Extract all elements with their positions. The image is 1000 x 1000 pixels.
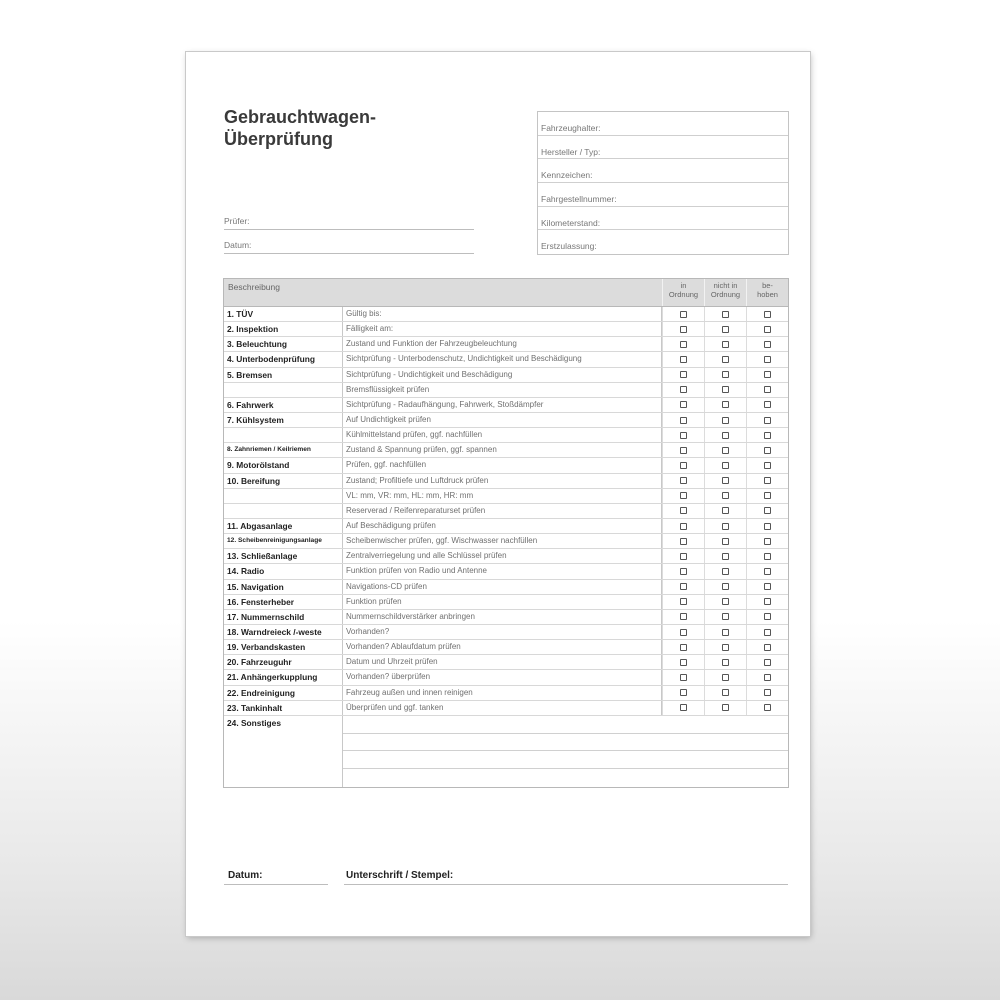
vehicle-info-box	[537, 111, 789, 255]
vehicle-field[interactable]	[538, 159, 788, 183]
row-label: 4. Unterbodenprüfung	[224, 352, 343, 366]
checkbox-behoben[interactable]	[764, 477, 771, 484]
checkbox-nicht-in-ordnung[interactable]	[722, 538, 729, 545]
vehicle-field[interactable]	[538, 207, 788, 231]
checkbox-cell-in-ordnung	[662, 655, 704, 669]
checkbox-nicht-in-ordnung[interactable]	[722, 613, 729, 620]
row-description: Gültig bis:	[343, 307, 662, 321]
checkbox-behoben[interactable]	[764, 598, 771, 605]
checkbox-cell-nicht-in-ordnung	[704, 580, 746, 594]
checkbox-in-ordnung[interactable]	[680, 659, 687, 666]
row-label: 2. Inspektion	[224, 322, 343, 336]
vehicle-field-label: Hersteller / Typ:	[541, 146, 601, 157]
checklist-table	[223, 278, 789, 788]
checkbox-in-ordnung[interactable]	[680, 311, 687, 318]
header-description: Beschreibung	[228, 282, 280, 292]
footer-datum-line[interactable]	[224, 884, 328, 885]
title-line-1: Gebrauchtwagen-	[224, 107, 377, 127]
checkbox-cell-nicht-in-ordnung	[704, 549, 746, 563]
checkbox-in-ordnung[interactable]	[680, 523, 687, 530]
checkbox-cell-in-ordnung	[662, 413, 704, 427]
checkbox-cell-nicht-in-ordnung	[704, 489, 746, 503]
checkbox-cell-in-ordnung	[662, 610, 704, 624]
pruefer-field[interactable]	[224, 208, 474, 230]
checkbox-cell-in-ordnung	[662, 534, 704, 548]
checkbox-cell-behoben	[746, 428, 788, 442]
checkbox-cell-nicht-in-ordnung	[704, 534, 746, 548]
form-title	[224, 106, 424, 150]
checkbox-cell-in-ordnung	[662, 368, 704, 382]
checkbox-nicht-in-ordnung[interactable]	[722, 583, 729, 590]
checkbox-cell-nicht-in-ordnung	[704, 398, 746, 412]
vehicle-field[interactable]	[538, 136, 788, 160]
checkbox-cell-nicht-in-ordnung	[704, 474, 746, 488]
checkbox-cell-in-ordnung	[662, 428, 704, 442]
table-row	[224, 504, 788, 519]
row-label	[224, 383, 343, 397]
row-description: Bremsflüssigkeit prüfen	[343, 383, 662, 397]
table-row	[224, 443, 788, 458]
checkbox-cell-behoben	[746, 368, 788, 382]
checkbox-cell-in-ordnung	[662, 474, 704, 488]
row-label: 13. Schließanlage	[224, 549, 343, 563]
vehicle-field-label: Kennzeichen:	[541, 170, 593, 181]
checkbox-nicht-in-ordnung[interactable]	[722, 568, 729, 575]
checkbox-cell-nicht-in-ordnung	[704, 337, 746, 351]
row-description: Nummernschildverstärker anbringen	[343, 610, 662, 624]
checkbox-in-ordnung[interactable]	[680, 447, 687, 454]
vehicle-field-label: Erstzulassung:	[541, 241, 597, 252]
checkbox-cell-behoben	[746, 443, 788, 457]
vehicle-field-label: Kilometerstand:	[541, 217, 601, 228]
row-label	[224, 504, 343, 518]
checkbox-cell-nicht-in-ordnung	[704, 368, 746, 382]
checkbox-nicht-in-ordnung[interactable]	[722, 523, 729, 530]
row-description: Datum und Uhrzeit prüfen	[343, 655, 662, 669]
checkbox-in-ordnung[interactable]	[680, 386, 687, 393]
checkbox-behoben[interactable]	[764, 326, 771, 333]
row-description: Vorhanden?	[343, 625, 662, 639]
sonstiges-label: 24. Sonstiges	[224, 716, 343, 787]
checkbox-cell-in-ordnung	[662, 307, 704, 321]
footer-signature-line[interactable]	[344, 884, 788, 885]
checkbox-behoben[interactable]	[764, 704, 771, 711]
checkbox-cell-in-ordnung	[662, 352, 704, 366]
row-label: 20. Fahrzeuguhr	[224, 655, 343, 669]
checkbox-cell-behoben	[746, 549, 788, 563]
checkbox-in-ordnung[interactable]	[680, 507, 687, 514]
row-description: Reserverad / Reifenreparaturset prüfen	[343, 504, 662, 518]
checkbox-cell-behoben	[746, 625, 788, 639]
row-description: Fälligkeit am:	[343, 322, 662, 336]
checkbox-in-ordnung[interactable]	[680, 417, 687, 424]
checkbox-cell-behoben	[746, 489, 788, 503]
header-nicht-in-ordnung: nicht in Ordnung	[704, 279, 746, 306]
checkbox-cell-in-ordnung	[662, 337, 704, 351]
checkbox-cell-behoben	[746, 398, 788, 412]
checkbox-cell-nicht-in-ordnung	[704, 352, 746, 366]
checkbox-behoben[interactable]	[764, 492, 771, 499]
checkbox-cell-behoben	[746, 352, 788, 366]
table-row	[224, 398, 788, 413]
checkbox-in-ordnung[interactable]	[680, 644, 687, 651]
checkbox-nicht-in-ordnung[interactable]	[722, 447, 729, 454]
checkbox-nicht-in-ordnung[interactable]	[722, 432, 729, 439]
checkbox-cell-behoben	[746, 504, 788, 518]
row-label: 10. Bereifung	[224, 474, 343, 488]
row-description: Zentralverriegelung und alle Schlüssel prüfen	[343, 549, 662, 563]
footer-datum-label: Datum:	[228, 870, 263, 881]
checkbox-nicht-in-ordnung[interactable]	[722, 401, 729, 408]
checkbox-cell-nicht-in-ordnung	[704, 413, 746, 427]
table-row	[224, 413, 788, 428]
checkbox-cell-in-ordnung	[662, 625, 704, 639]
checkbox-nicht-in-ordnung[interactable]	[722, 417, 729, 424]
checkbox-cell-nicht-in-ordnung	[704, 504, 746, 518]
vehicle-field[interactable]	[538, 112, 788, 136]
table-row	[224, 549, 788, 564]
checkbox-cell-behoben	[746, 534, 788, 548]
checkbox-cell-in-ordnung	[662, 580, 704, 594]
checkbox-cell-nicht-in-ordnung	[704, 670, 746, 684]
table-row	[224, 489, 788, 504]
checkbox-cell-behoben	[746, 564, 788, 578]
checkbox-nicht-in-ordnung[interactable]	[722, 386, 729, 393]
row-description: Auf Beschädigung prüfen	[343, 519, 662, 533]
pruefer-label: Prüfer:	[224, 216, 250, 226]
row-description: Prüfen, ggf. nachfüllen	[343, 458, 662, 472]
row-label: 22. Endreinigung	[224, 686, 343, 700]
table-row	[224, 337, 788, 352]
checkbox-nicht-in-ordnung[interactable]	[722, 644, 729, 651]
vehicle-field-label: Fahrzeughalter:	[541, 123, 601, 133]
row-label: 5. Bremsen	[224, 368, 343, 382]
checkbox-nicht-in-ordnung[interactable]	[722, 462, 729, 469]
checkbox-nicht-in-ordnung[interactable]	[722, 371, 729, 378]
checkbox-cell-behoben	[746, 580, 788, 594]
checkbox-cell-behoben	[746, 655, 788, 669]
checkbox-cell-in-ordnung	[662, 489, 704, 503]
row-description: Vorhanden? überprüfen	[343, 670, 662, 684]
checkbox-behoben[interactable]	[764, 613, 771, 620]
checkbox-nicht-in-ordnung[interactable]	[722, 629, 729, 636]
checkbox-cell-nicht-in-ordnung	[704, 322, 746, 336]
form-sheet	[186, 52, 810, 936]
checkbox-cell-behoben	[746, 413, 788, 427]
checkbox-nicht-in-ordnung[interactable]	[722, 507, 729, 514]
row-description: Sichtprüfung - Radaufhängung, Fahrwerk, Stoßdämpfer	[343, 398, 662, 412]
checkbox-cell-behoben	[746, 519, 788, 533]
checkbox-cell-in-ordnung	[662, 549, 704, 563]
row-description: Auf Undichtigkeit prüfen	[343, 413, 662, 427]
checkbox-behoben[interactable]	[764, 462, 771, 469]
table-row	[224, 610, 788, 625]
checkbox-behoben[interactable]	[764, 356, 771, 363]
row-description: Vorhanden? Ablaufdatum prüfen	[343, 640, 662, 654]
table-row	[224, 686, 788, 701]
checkbox-cell-in-ordnung	[662, 383, 704, 397]
checkbox-behoben[interactable]	[764, 553, 771, 560]
table-row	[224, 458, 788, 473]
row-description: Sichtprüfung - Unterbodenschutz, Undichtigkeit und Beschädigung	[343, 352, 662, 366]
row-label	[224, 428, 343, 442]
table-row	[224, 640, 788, 655]
checkbox-in-ordnung[interactable]	[680, 674, 687, 681]
checkbox-in-ordnung[interactable]	[680, 629, 687, 636]
checkbox-behoben[interactable]	[764, 447, 771, 454]
checkbox-cell-behoben	[746, 686, 788, 700]
row-label: 6. Fahrwerk	[224, 398, 343, 412]
checkbox-behoben[interactable]	[764, 523, 771, 530]
checkbox-behoben[interactable]	[764, 311, 771, 318]
checkbox-in-ordnung[interactable]	[680, 568, 687, 575]
checkbox-in-ordnung[interactable]	[680, 704, 687, 711]
checkbox-cell-nicht-in-ordnung	[704, 458, 746, 472]
sonstiges-row	[224, 716, 788, 787]
checkbox-nicht-in-ordnung[interactable]	[722, 477, 729, 484]
row-label: 21. Anhängerkupplung	[224, 670, 343, 684]
checkbox-in-ordnung[interactable]	[680, 583, 687, 590]
checkbox-in-ordnung[interactable]	[680, 462, 687, 469]
row-description: VL: mm, VR: mm, HL: mm, HR: mm	[343, 489, 662, 503]
row-description: Zustand und Funktion der Fahrzeugbeleuchtung	[343, 337, 662, 351]
datum-field[interactable]	[224, 232, 474, 254]
header-behoben: be- hoben	[746, 279, 788, 306]
table-row	[224, 580, 788, 595]
checkbox-in-ordnung[interactable]	[680, 341, 687, 348]
checkbox-cell-in-ordnung	[662, 670, 704, 684]
checkbox-in-ordnung[interactable]	[680, 477, 687, 484]
checkbox-cell-behoben	[746, 595, 788, 609]
table-row	[224, 701, 788, 716]
checkbox-nicht-in-ordnung[interactable]	[722, 689, 729, 696]
checkbox-cell-in-ordnung	[662, 564, 704, 578]
row-label: 14. Radio	[224, 564, 343, 578]
table-row	[224, 474, 788, 489]
checkbox-cell-nicht-in-ordnung	[704, 625, 746, 639]
checkbox-cell-in-ordnung	[662, 322, 704, 336]
header-in-ordnung: in Ordnung	[662, 279, 704, 306]
checkbox-nicht-in-ordnung[interactable]	[722, 341, 729, 348]
checkbox-nicht-in-ordnung[interactable]	[722, 674, 729, 681]
row-description: Fahrzeug außen und innen reinigen	[343, 686, 662, 700]
checkbox-cell-in-ordnung	[662, 504, 704, 518]
checkbox-in-ordnung[interactable]	[680, 689, 687, 696]
table-row	[224, 307, 788, 322]
row-label: 7. Kühlsystem	[224, 413, 343, 427]
footer-signature-label: Unterschrift / Stempel:	[346, 870, 454, 881]
checkbox-in-ordnung[interactable]	[680, 613, 687, 620]
checkbox-cell-nicht-in-ordnung	[704, 519, 746, 533]
checkbox-cell-behoben	[746, 458, 788, 472]
checkbox-in-ordnung[interactable]	[680, 326, 687, 333]
row-description: Überprüfen und ggf. tanken	[343, 701, 662, 715]
row-description: Funktion prüfen von Radio und Antenne	[343, 564, 662, 578]
row-label: 23. Tankinhalt	[224, 701, 343, 715]
checkbox-cell-behoben	[746, 701, 788, 715]
row-description: Scheibenwischer prüfen, ggf. Wischwasser nachfüllen	[343, 534, 662, 548]
checkbox-cell-in-ordnung	[662, 701, 704, 715]
checkbox-behoben[interactable]	[764, 644, 771, 651]
table-row	[224, 428, 788, 443]
row-description: Sichtprüfung - Undichtigkeit und Beschädigung	[343, 368, 662, 382]
checkbox-behoben[interactable]	[764, 629, 771, 636]
table-row	[224, 352, 788, 367]
row-label: 9. Motorölstand	[224, 458, 343, 472]
row-label: 17. Nummernschild	[224, 610, 343, 624]
checkbox-in-ordnung[interactable]	[680, 598, 687, 605]
checkbox-cell-in-ordnung	[662, 595, 704, 609]
checkbox-nicht-in-ordnung[interactable]	[722, 326, 729, 333]
row-description: Navigations-CD prüfen	[343, 580, 662, 594]
checkbox-cell-nicht-in-ordnung	[704, 610, 746, 624]
row-label: 12. Scheibenreinigungsanlage	[224, 534, 343, 548]
checkbox-cell-nicht-in-ordnung	[704, 701, 746, 715]
checkbox-behoben[interactable]	[764, 386, 771, 393]
checkbox-cell-nicht-in-ordnung	[704, 443, 746, 457]
checkbox-cell-in-ordnung	[662, 398, 704, 412]
checkbox-nicht-in-ordnung[interactable]	[722, 598, 729, 605]
table-header	[224, 279, 788, 307]
checkbox-behoben[interactable]	[764, 417, 771, 424]
checkbox-cell-nicht-in-ordnung	[704, 383, 746, 397]
checkbox-behoben[interactable]	[764, 689, 771, 696]
checkbox-cell-in-ordnung	[662, 458, 704, 472]
vehicle-field[interactable]	[538, 183, 788, 207]
checkbox-cell-behoben	[746, 610, 788, 624]
vehicle-field-label: Fahrgestellnummer:	[541, 194, 617, 205]
table-row	[224, 564, 788, 579]
title-line-2: Überprüfung	[224, 129, 333, 149]
checkbox-behoben[interactable]	[764, 507, 771, 514]
row-label: 19. Verbandskasten	[224, 640, 343, 654]
row-label: 11. Abgasanlage	[224, 519, 343, 533]
checkbox-cell-nicht-in-ordnung	[704, 595, 746, 609]
checkbox-behoben[interactable]	[764, 401, 771, 408]
checkbox-cell-nicht-in-ordnung	[704, 655, 746, 669]
checkbox-behoben[interactable]	[764, 583, 771, 590]
row-description: Zustand & Spannung prüfen, ggf. spannen	[343, 443, 662, 457]
checkbox-in-ordnung[interactable]	[680, 401, 687, 408]
row-label: 18. Warndreieck /-weste	[224, 625, 343, 639]
checkbox-behoben[interactable]	[764, 659, 771, 666]
row-label: 1. TÜV	[224, 307, 343, 321]
row-label: 15. Navigation	[224, 580, 343, 594]
row-description: Kühlmittelstand prüfen, ggf. nachfüllen	[343, 428, 662, 442]
checkbox-in-ordnung[interactable]	[680, 538, 687, 545]
row-description: Zustand; Profiltiefe und Luftdruck prüfen	[343, 474, 662, 488]
checkbox-behoben[interactable]	[764, 341, 771, 348]
checkbox-cell-nicht-in-ordnung	[704, 564, 746, 578]
checkbox-cell-behoben	[746, 383, 788, 397]
checkbox-nicht-in-ordnung[interactable]	[722, 704, 729, 711]
table-row	[224, 625, 788, 640]
checkbox-cell-nicht-in-ordnung	[704, 686, 746, 700]
table-row	[224, 670, 788, 685]
checkbox-in-ordnung[interactable]	[680, 492, 687, 499]
row-label: 3. Beleuchtung	[224, 337, 343, 351]
checkbox-cell-in-ordnung	[662, 519, 704, 533]
checkbox-in-ordnung[interactable]	[680, 432, 687, 439]
checkbox-behoben[interactable]	[764, 568, 771, 575]
checkbox-in-ordnung[interactable]	[680, 553, 687, 560]
table-row	[224, 519, 788, 534]
table-row	[224, 534, 788, 549]
checkbox-cell-behoben	[746, 322, 788, 336]
datum-label: Datum:	[224, 240, 252, 250]
checkbox-cell-behoben	[746, 670, 788, 684]
checkbox-behoben[interactable]	[764, 674, 771, 681]
checkbox-in-ordnung[interactable]	[680, 356, 687, 363]
row-description: Funktion prüfen	[343, 595, 662, 609]
checkbox-nicht-in-ordnung[interactable]	[722, 492, 729, 499]
checkbox-behoben[interactable]	[764, 538, 771, 545]
table-row	[224, 595, 788, 610]
checkbox-cell-behoben	[746, 474, 788, 488]
checkbox-behoben[interactable]	[764, 371, 771, 378]
checkbox-cell-behoben	[746, 307, 788, 321]
checkbox-cell-nicht-in-ordnung	[704, 640, 746, 654]
checkbox-cell-behoben	[746, 640, 788, 654]
checkbox-nicht-in-ordnung[interactable]	[722, 553, 729, 560]
checkbox-behoben[interactable]	[764, 432, 771, 439]
row-label: 16. Fensterheber	[224, 595, 343, 609]
checkbox-in-ordnung[interactable]	[680, 371, 687, 378]
checkbox-cell-in-ordnung	[662, 686, 704, 700]
table-row	[224, 322, 788, 337]
row-label: 8. Zahnriemen / Keilriemen	[224, 443, 343, 457]
row-label	[224, 489, 343, 503]
checkbox-cell-in-ordnung	[662, 443, 704, 457]
table-row	[224, 368, 788, 383]
checkbox-cell-behoben	[746, 337, 788, 351]
table-row	[224, 655, 788, 670]
checkbox-cell-nicht-in-ordnung	[704, 307, 746, 321]
checkbox-nicht-in-ordnung[interactable]	[722, 659, 729, 666]
checkbox-cell-in-ordnung	[662, 640, 704, 654]
checkbox-nicht-in-ordnung[interactable]	[722, 311, 729, 318]
sonstiges-lines[interactable]	[343, 716, 788, 787]
checkbox-nicht-in-ordnung[interactable]	[722, 356, 729, 363]
table-row	[224, 383, 788, 398]
checkbox-cell-nicht-in-ordnung	[704, 428, 746, 442]
vehicle-field[interactable]	[538, 230, 788, 254]
